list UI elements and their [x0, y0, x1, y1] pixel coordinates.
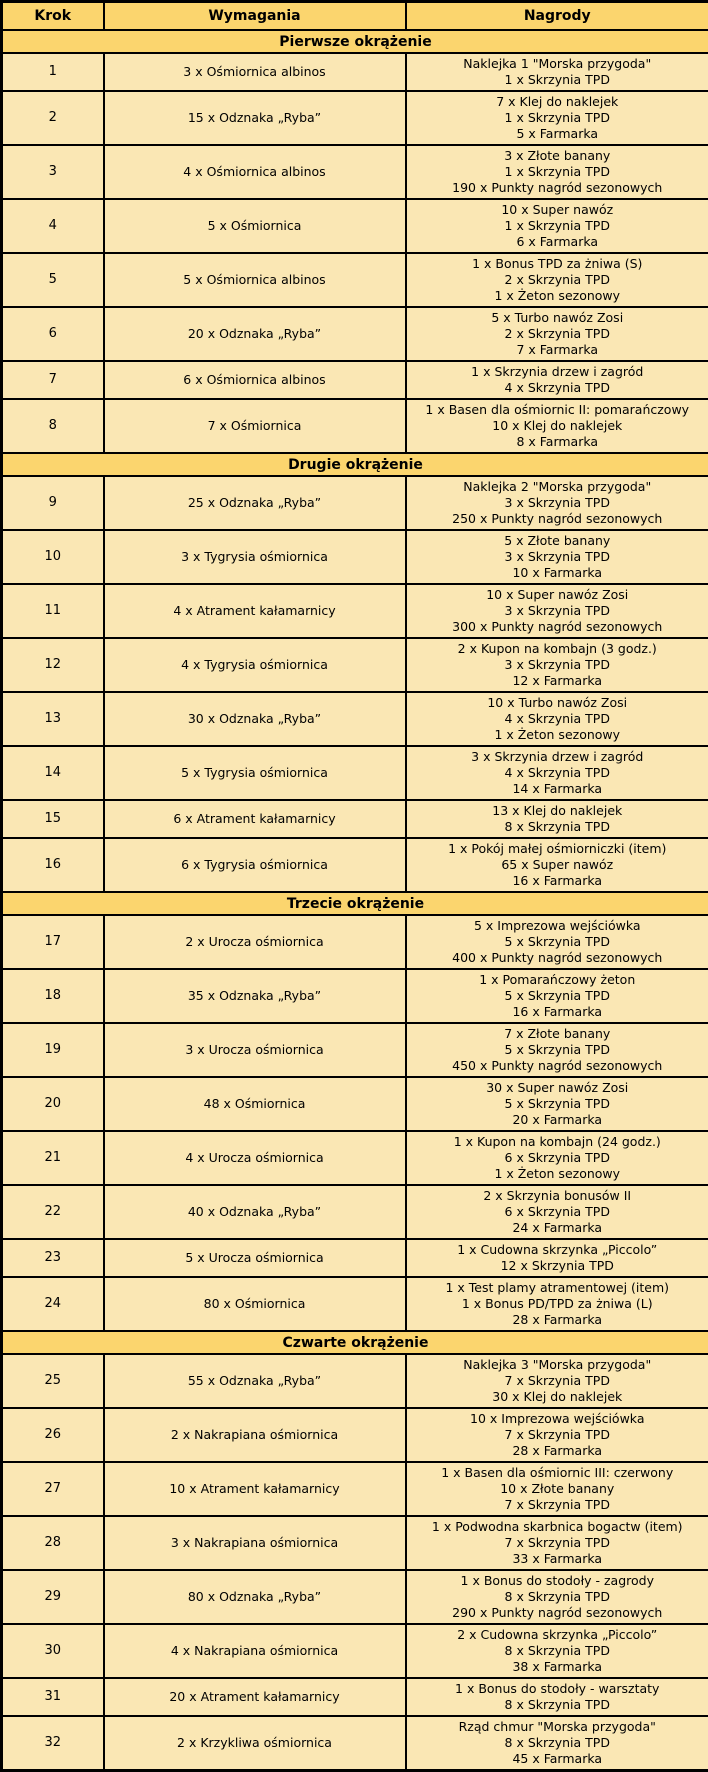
step-number: 28	[2, 1516, 104, 1570]
reward-line: 5 x Turbo nawóz Zosi	[411, 310, 705, 326]
step-number: 15	[2, 800, 104, 838]
reward-line: 250 x Punkty nagród sezonowych	[411, 511, 705, 527]
reward-line: 10 x Farmarka	[411, 565, 705, 581]
reward-line: 5 x Skrzynia TPD	[411, 1096, 705, 1112]
reward-line: 10 x Super nawóz Zosi	[411, 587, 705, 603]
reward-line: 16 x Farmarka	[411, 873, 705, 889]
step-number: 14	[2, 746, 104, 800]
reward-line: 1 x Pomarańczowy żeton	[411, 972, 705, 988]
table-row	[2, 1624, 708, 1678]
reward-line: 10 x Imprezowa wejściówka	[411, 1411, 705, 1427]
reward-line: 1 x Pokój małej ośmiorniczki (item)	[411, 841, 705, 857]
reward-line: 38 x Farmarka	[411, 1659, 705, 1675]
rewards	[406, 1570, 708, 1624]
step-number: 18	[2, 969, 104, 1023]
rewards	[406, 1077, 708, 1131]
column-header-wymagania: Wymagania	[104, 2, 406, 31]
reward-line: 20 x Farmarka	[411, 1112, 705, 1128]
section-row	[2, 30, 708, 53]
rewards	[406, 638, 708, 692]
table-row	[2, 1408, 708, 1462]
reward-line: Naklejka 3 "Morska przygoda"	[411, 1357, 705, 1373]
table-row	[2, 1462, 708, 1516]
reward-line: 1 x Bonus TPD za żniwa (S)	[411, 256, 705, 272]
table-row	[2, 692, 708, 746]
requirement: 5 x Ośmiornica	[104, 199, 406, 253]
reward-line: 4 x Skrzynia TPD	[411, 711, 705, 727]
reward-line: 7 x Skrzynia TPD	[411, 1373, 705, 1389]
requirement: 3 x Nakrapiana ośmiornica	[104, 1516, 406, 1570]
table-row	[2, 145, 708, 199]
requirement: 10 x Atrament kałamarnicy	[104, 1462, 406, 1516]
table-row	[2, 1570, 708, 1624]
step-number: 31	[2, 1678, 104, 1716]
step-number: 30	[2, 1624, 104, 1678]
reward-line: 1 x Skrzynia TPD	[411, 164, 705, 180]
requirement: 40 x Odznaka „Ryba”	[104, 1185, 406, 1239]
step-number: 3	[2, 145, 104, 199]
requirement: 5 x Tygrysia ośmiornica	[104, 746, 406, 800]
table-row	[2, 1239, 708, 1277]
step-number: 32	[2, 1716, 104, 1771]
step-number: 26	[2, 1408, 104, 1462]
requirement: 20 x Atrament kałamarnicy	[104, 1678, 406, 1716]
rewards	[406, 307, 708, 361]
reward-line: 290 x Punkty nagród sezonowych	[411, 1605, 705, 1621]
reward-line: 12 x Skrzynia TPD	[411, 1258, 705, 1274]
reward-line: 400 x Punkty nagród sezonowych	[411, 950, 705, 966]
reward-line: 1 x Żeton sezonowy	[411, 288, 705, 304]
rewards	[406, 915, 708, 969]
requirement: 3 x Urocza ośmiornica	[104, 1023, 406, 1077]
rewards	[406, 838, 708, 892]
requirement: 55 x Odznaka „Ryba”	[104, 1354, 406, 1408]
step-number: 1	[2, 53, 104, 91]
reward-line: 5 x Złote banany	[411, 533, 705, 549]
table-row	[2, 638, 708, 692]
rewards	[406, 1624, 708, 1678]
rewards	[406, 361, 708, 399]
reward-line: 12 x Farmarka	[411, 673, 705, 689]
reward-line: 2 x Cudowna skrzynka „Piccolo”	[411, 1627, 705, 1643]
rewards	[406, 1354, 708, 1408]
table-row	[2, 1077, 708, 1131]
rewards	[406, 91, 708, 145]
step-number: 21	[2, 1131, 104, 1185]
requirement: 2 x Krzykliwa ośmiornica	[104, 1716, 406, 1771]
table-row	[2, 969, 708, 1023]
table-row	[2, 746, 708, 800]
requirement: 80 x Ośmiornica	[104, 1277, 406, 1331]
reward-line: 13 x Klej do naklejek	[411, 803, 705, 819]
rewards	[406, 1131, 708, 1185]
reward-line: 28 x Farmarka	[411, 1312, 705, 1328]
rewards	[406, 1277, 708, 1331]
step-number: 20	[2, 1077, 104, 1131]
reward-line: 8 x Skrzynia TPD	[411, 1735, 705, 1751]
reward-line: 7 x Klej do naklejek	[411, 94, 705, 110]
section-title: Drugie okrążenie	[2, 453, 708, 476]
rewards	[406, 1678, 708, 1716]
reward-line: 10 x Klej do naklejek	[411, 418, 705, 434]
rewards	[406, 746, 708, 800]
reward-line: 10 x Turbo nawóz Zosi	[411, 695, 705, 711]
step-number: 22	[2, 1185, 104, 1239]
section-row	[2, 453, 708, 476]
reward-line: Naklejka 2 "Morska przygoda"	[411, 479, 705, 495]
reward-line: 28 x Farmarka	[411, 1443, 705, 1459]
reward-line: 1 x Basen dla ośmiornic II: pomarańczowy	[411, 402, 705, 418]
reward-line: 3 x Skrzynia TPD	[411, 495, 705, 511]
reward-line: 45 x Farmarka	[411, 1751, 705, 1767]
step-number: 16	[2, 838, 104, 892]
rewards	[406, 53, 708, 91]
reward-line: 6 x Skrzynia TPD	[411, 1150, 705, 1166]
step-number: 2	[2, 91, 104, 145]
table-row	[2, 1354, 708, 1408]
table-row	[2, 530, 708, 584]
reward-line: 5 x Skrzynia TPD	[411, 934, 705, 950]
reward-line: 6 x Farmarka	[411, 234, 705, 250]
reward-line: 1 x Podwodna skarbnica bogactw (item)	[411, 1519, 705, 1535]
requirement: 80 x Odznaka „Ryba”	[104, 1570, 406, 1624]
reward-line: 1 x Bonus PD/TPD za żniwa (L)	[411, 1296, 705, 1312]
reward-line: 10 x Złote banany	[411, 1481, 705, 1497]
rewards	[406, 530, 708, 584]
reward-line: 1 x Skrzynia TPD	[411, 72, 705, 88]
requirement: 5 x Urocza ośmiornica	[104, 1239, 406, 1277]
reward-line: 7 x Złote banany	[411, 1026, 705, 1042]
step-number: 10	[2, 530, 104, 584]
reward-line: Naklejka 1 "Morska przygoda"	[411, 56, 705, 72]
requirement: 25 x Odznaka „Ryba”	[104, 476, 406, 530]
reward-line: 30 x Klej do naklejek	[411, 1389, 705, 1405]
reward-line: 7 x Skrzynia TPD	[411, 1535, 705, 1551]
reward-line: 1 x Skrzynia drzew i zagród	[411, 364, 705, 380]
reward-line: 1 x Bonus do stodoły - warsztaty	[411, 1681, 705, 1697]
table-row	[2, 584, 708, 638]
step-number: 5	[2, 253, 104, 307]
requirement: 4 x Nakrapiana ośmiornica	[104, 1624, 406, 1678]
table-row	[2, 476, 708, 530]
table-row	[2, 361, 708, 399]
table-row	[2, 1516, 708, 1570]
rewards	[406, 584, 708, 638]
reward-line: 6 x Skrzynia TPD	[411, 1204, 705, 1220]
rewards	[406, 199, 708, 253]
reward-line: 3 x Skrzynia TPD	[411, 549, 705, 565]
reward-line: 7 x Skrzynia TPD	[411, 1497, 705, 1513]
reward-line: 5 x Skrzynia TPD	[411, 988, 705, 1004]
step-number: 23	[2, 1239, 104, 1277]
step-number: 8	[2, 399, 104, 453]
requirement: 4 x Urocza ośmiornica	[104, 1131, 406, 1185]
reward-line: 190 x Punkty nagród sezonowych	[411, 180, 705, 196]
reward-line: 16 x Farmarka	[411, 1004, 705, 1020]
rewards	[406, 1239, 708, 1277]
reward-line: 1 x Skrzynia TPD	[411, 110, 705, 126]
table-row	[2, 307, 708, 361]
rewards	[406, 1462, 708, 1516]
requirement: 5 x Ośmiornica albinos	[104, 253, 406, 307]
column-header-krok: Krok	[2, 2, 104, 31]
rewards	[406, 1185, 708, 1239]
section-row	[2, 1331, 708, 1354]
step-number: 9	[2, 476, 104, 530]
rewards	[406, 969, 708, 1023]
requirement: 6 x Tygrysia ośmiornica	[104, 838, 406, 892]
requirement: 4 x Atrament kałamarnicy	[104, 584, 406, 638]
reward-line: 30 x Super nawóz Zosi	[411, 1080, 705, 1096]
requirement: 15 x Odznaka „Ryba”	[104, 91, 406, 145]
reward-line: 1 x Basen dla ośmiornic III: czerwony	[411, 1465, 705, 1481]
reward-line: 1 x Skrzynia TPD	[411, 218, 705, 234]
reward-line: 33 x Farmarka	[411, 1551, 705, 1567]
reward-line: 300 x Punkty nagród sezonowych	[411, 619, 705, 635]
section-title: Pierwsze okrążenie	[2, 30, 708, 53]
table-row	[2, 1185, 708, 1239]
reward-line: 1 x Żeton sezonowy	[411, 727, 705, 743]
table-body	[2, 30, 708, 1771]
reward-line: 8 x Skrzynia TPD	[411, 1643, 705, 1659]
reward-line: 1 x Test plamy atramentowej (item)	[411, 1280, 705, 1296]
requirement: 2 x Nakrapiana ośmiornica	[104, 1408, 406, 1462]
step-number: 19	[2, 1023, 104, 1077]
table-row	[2, 838, 708, 892]
requirement: 20 x Odznaka „Ryba”	[104, 307, 406, 361]
rewards	[406, 253, 708, 307]
reward-line: 5 x Skrzynia TPD	[411, 1042, 705, 1058]
reward-line: 1 x Kupon na kombajn (24 godz.)	[411, 1134, 705, 1150]
requirement: 30 x Odznaka „Ryba”	[104, 692, 406, 746]
column-header-nagrody: Nagrody	[406, 2, 708, 31]
reward-line: 65 x Super nawóz	[411, 857, 705, 873]
table-row	[2, 1678, 708, 1716]
reward-line: 4 x Skrzynia TPD	[411, 380, 705, 396]
table-row	[2, 1716, 708, 1771]
reward-line: 24 x Farmarka	[411, 1220, 705, 1236]
section-title: Trzecie okrążenie	[2, 892, 708, 915]
requirement: 3 x Tygrysia ośmiornica	[104, 530, 406, 584]
step-number: 25	[2, 1354, 104, 1408]
requirement: 35 x Odznaka „Ryba”	[104, 969, 406, 1023]
table-row	[2, 399, 708, 453]
reward-line: 8 x Skrzynia TPD	[411, 1589, 705, 1605]
reward-line: 3 x Skrzynia TPD	[411, 603, 705, 619]
table-row	[2, 1277, 708, 1331]
table-row	[2, 800, 708, 838]
table-row	[2, 1023, 708, 1077]
reward-line: 2 x Kupon na kombajn (3 godz.)	[411, 641, 705, 657]
reward-line: 14 x Farmarka	[411, 781, 705, 797]
table-row	[2, 91, 708, 145]
reward-line: 2 x Skrzynia bonusów II	[411, 1188, 705, 1204]
reward-line: 1 x Żeton sezonowy	[411, 1166, 705, 1182]
header-row	[2, 2, 708, 31]
reward-line: 3 x Skrzynia TPD	[411, 657, 705, 673]
step-number: 29	[2, 1570, 104, 1624]
step-number: 24	[2, 1277, 104, 1331]
table-row	[2, 915, 708, 969]
reward-line: 10 x Super nawóz	[411, 202, 705, 218]
reward-line: 3 x Skrzynia drzew i zagród	[411, 749, 705, 765]
reward-line: 450 x Punkty nagród sezonowych	[411, 1058, 705, 1074]
step-number: 11	[2, 584, 104, 638]
reward-line: 1 x Bonus do stodoły - zagrody	[411, 1573, 705, 1589]
requirement: 4 x Tygrysia ośmiornica	[104, 638, 406, 692]
reward-line: 7 x Skrzynia TPD	[411, 1427, 705, 1443]
reward-line: 8 x Skrzynia TPD	[411, 1697, 705, 1713]
reward-line: 4 x Skrzynia TPD	[411, 765, 705, 781]
rewards	[406, 1023, 708, 1077]
rewards	[406, 1408, 708, 1462]
table-row	[2, 1131, 708, 1185]
requirement: 48 x Ośmiornica	[104, 1077, 406, 1131]
requirement: 6 x Atrament kałamarnicy	[104, 800, 406, 838]
step-number: 4	[2, 199, 104, 253]
reward-line: 7 x Farmarka	[411, 342, 705, 358]
table-row	[2, 53, 708, 91]
rewards	[406, 145, 708, 199]
step-number: 13	[2, 692, 104, 746]
reward-line: 1 x Cudowna skrzynka „Piccolo”	[411, 1242, 705, 1258]
table-row	[2, 253, 708, 307]
rewards	[406, 800, 708, 838]
reward-line: 8 x Skrzynia TPD	[411, 819, 705, 835]
rewards	[406, 692, 708, 746]
rewards	[406, 476, 708, 530]
rewards	[406, 1516, 708, 1570]
requirement: 7 x Ośmiornica	[104, 399, 406, 453]
table-row	[2, 199, 708, 253]
reward-line: 3 x Złote banany	[411, 148, 705, 164]
step-number: 17	[2, 915, 104, 969]
reward-line: 2 x Skrzynia TPD	[411, 326, 705, 342]
step-number: 27	[2, 1462, 104, 1516]
reward-line: 2 x Skrzynia TPD	[411, 272, 705, 288]
reward-line: 5 x Imprezowa wejściówka	[411, 918, 705, 934]
requirement: 4 x Ośmiornica albinos	[104, 145, 406, 199]
step-number: 12	[2, 638, 104, 692]
requirement: 3 x Ośmiornica albinos	[104, 53, 406, 91]
step-number: 6	[2, 307, 104, 361]
reward-line: Rząd chmur "Morska przygoda"	[411, 1719, 705, 1735]
requirement: 6 x Ośmiornica albinos	[104, 361, 406, 399]
section-row	[2, 892, 708, 915]
rewards	[406, 399, 708, 453]
rewards	[406, 1716, 708, 1771]
requirement: 2 x Urocza ośmiornica	[104, 915, 406, 969]
step-number: 7	[2, 361, 104, 399]
reward-line: 5 x Farmarka	[411, 126, 705, 142]
section-title: Czwarte okrążenie	[2, 1331, 708, 1354]
reward-line: 8 x Farmarka	[411, 434, 705, 450]
